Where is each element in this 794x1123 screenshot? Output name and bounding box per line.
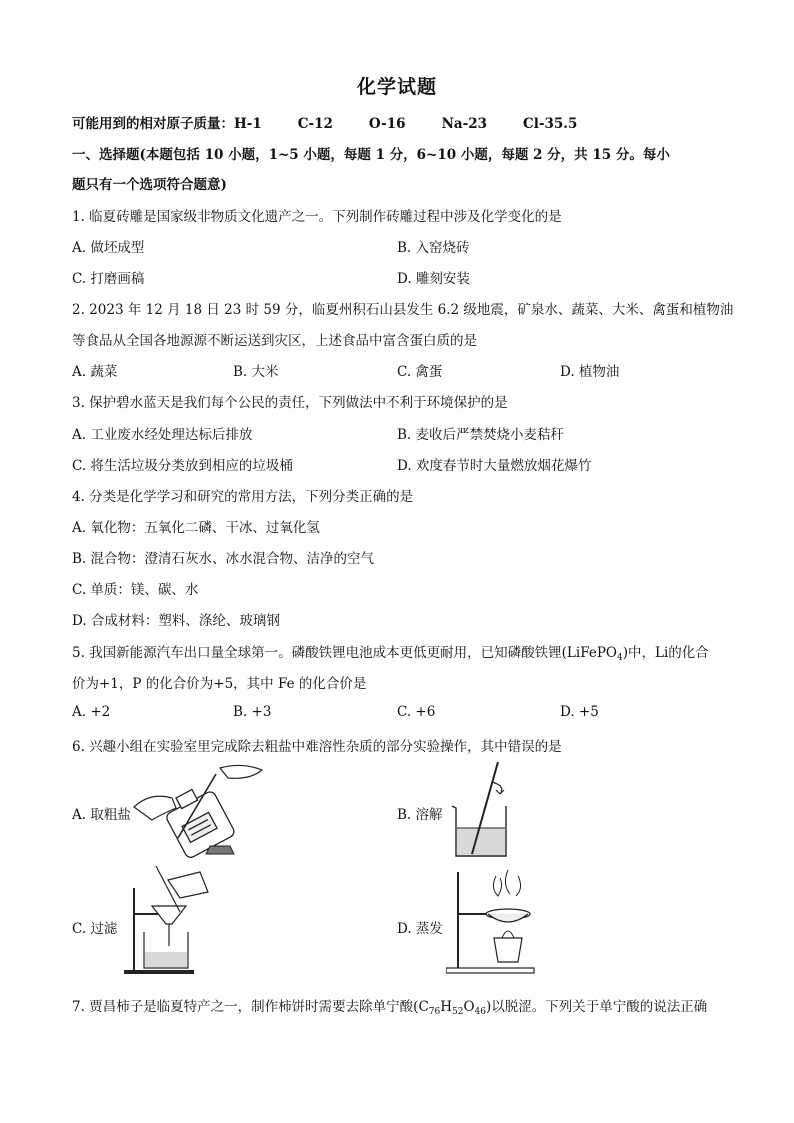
- filtration-diagram: [122, 866, 212, 976]
- q2-stem-cont: 等食品从全国各地源源不断运送到灾区，上述食品中富含蛋白质的是: [72, 333, 477, 349]
- section-heading: 一、选择题(本题包括 10 小题，1~5 小题，每题 1 分，6~10 小题，每题 2 分，共 15 分。每小: [72, 147, 670, 163]
- q4-option-c: C. 单质：镁、碳、水: [72, 582, 199, 598]
- q7-sub-c: 76: [428, 1007, 441, 1017]
- q3-stem: 3. 保护碧水蓝天是我们每个公民的责任，下列做法中不利于环境保护的是: [72, 395, 508, 411]
- q7-stem-text: 7. 贾昌柿子是临夏特产之一，制作柿饼时需要去除单宁酸(C: [72, 999, 429, 1015]
- q7-stem-text-end: )以脱涩。下列关于单宁酸的说法正确: [486, 999, 708, 1015]
- q2-stem: 2. 2023 年 12 月 18 日 23 时 59 分，临夏州积石山县发生 6.2 级地震，矿泉水、蔬菜、大米、禽蛋和植物油: [72, 302, 734, 318]
- evaporation-diagram: [446, 866, 536, 976]
- q5-stem: [72, 641, 709, 663]
- mass-h: H-1: [234, 116, 262, 132]
- q4-option-b: B. 混合物：澄清石灰水、冰水混合物、洁净的空气: [72, 551, 375, 567]
- q5-stem-text: 5. 我国新能源汽车出口量全球第一。磷酸铁锂电池成本更低更耐用，已知磷酸铁锂(LiFePO: [72, 645, 617, 661]
- q4-option-a: A. 氧化物：五氧化二磷、干冰、过氧化氢: [72, 520, 320, 536]
- q6-option-b: B. 溶解: [397, 807, 443, 823]
- q7-sub-o: 46: [474, 1007, 486, 1017]
- mass-cl: Cl-35.5: [523, 116, 578, 132]
- q6-option-a: A. 取粗盐: [72, 807, 131, 823]
- q5-option-d: D. +5: [560, 704, 599, 720]
- dissolve-diagram: [448, 760, 518, 860]
- q3-option-d: D. 欢度春节时大量燃放烟花爆竹: [397, 458, 592, 474]
- q5-option-c: C. +6: [397, 704, 436, 720]
- q4-stem: 4. 分类是化学学习和研究的常用方法，下列分类正确的是: [72, 489, 414, 505]
- mass-c: C-12: [297, 116, 333, 132]
- q2-option-a: A. 蔬菜: [72, 364, 118, 380]
- page-title: 化学试题: [356, 76, 437, 98]
- q4-option-d: D. 合成材料：塑料、涤纶、玻璃钢: [72, 613, 280, 629]
- q5-formula-subscript: 4: [617, 653, 623, 663]
- q5-stem-text-end: )中，Li的化合: [622, 645, 709, 661]
- section-heading-cont: 题只有一个选项符合题意): [72, 177, 227, 193]
- q3-option-a: A. 工业废水经处理达标后排放: [72, 427, 253, 443]
- q7-formula-o: O: [463, 999, 475, 1015]
- q1-option-a: A. 做坯成型: [72, 240, 145, 256]
- take-salt-diagram: [132, 762, 277, 858]
- q5-option-a: A. +2: [72, 704, 111, 720]
- q2-option-d: D. 植物油: [560, 364, 620, 380]
- mass-na: Na-23: [441, 116, 488, 132]
- q3-option-b: B. 麦收后严禁焚烧小麦秸秆: [397, 427, 565, 443]
- q1-option-b: B. 入窑烧砖: [397, 240, 470, 256]
- q6-stem: 6. 兴趣小组在实验室里完成除去粗盐中难溶性杂质的部分实验操作，其中错误的是: [72, 739, 562, 755]
- q2-option-b: B. 大米: [233, 364, 279, 380]
- q7-stem: [72, 995, 707, 1017]
- mass-o: O-16: [368, 116, 406, 132]
- q6-option-d: D. 蒸发: [397, 921, 443, 937]
- q1-option-d: D. 雕刻安装: [397, 271, 470, 287]
- q1-option-c: C. 打磨画稿: [72, 271, 145, 287]
- q5-option-b: B. +3: [233, 704, 272, 720]
- q5-stem-cont: 价为+1，P 的化合价为+5，其中 Fe 的化合价是: [72, 676, 367, 692]
- atomic-masses-label: 可能用到的相对原子质量：: [72, 116, 234, 132]
- atomic-masses: [72, 112, 613, 132]
- q2-option-c: C. 禽蛋: [397, 364, 443, 380]
- q7-formula-h: H: [440, 999, 453, 1015]
- q6-option-c: C. 过滤: [72, 921, 118, 937]
- q3-option-c: C. 将生活垃圾分类放到相应的垃圾桶: [72, 458, 293, 474]
- q7-sub-h: 52: [452, 1007, 464, 1017]
- q1-stem: 1. 临夏砖雕是国家级非物质文化遗产之一。下列制作砖雕过程中涉及化学变化的是: [72, 209, 562, 225]
